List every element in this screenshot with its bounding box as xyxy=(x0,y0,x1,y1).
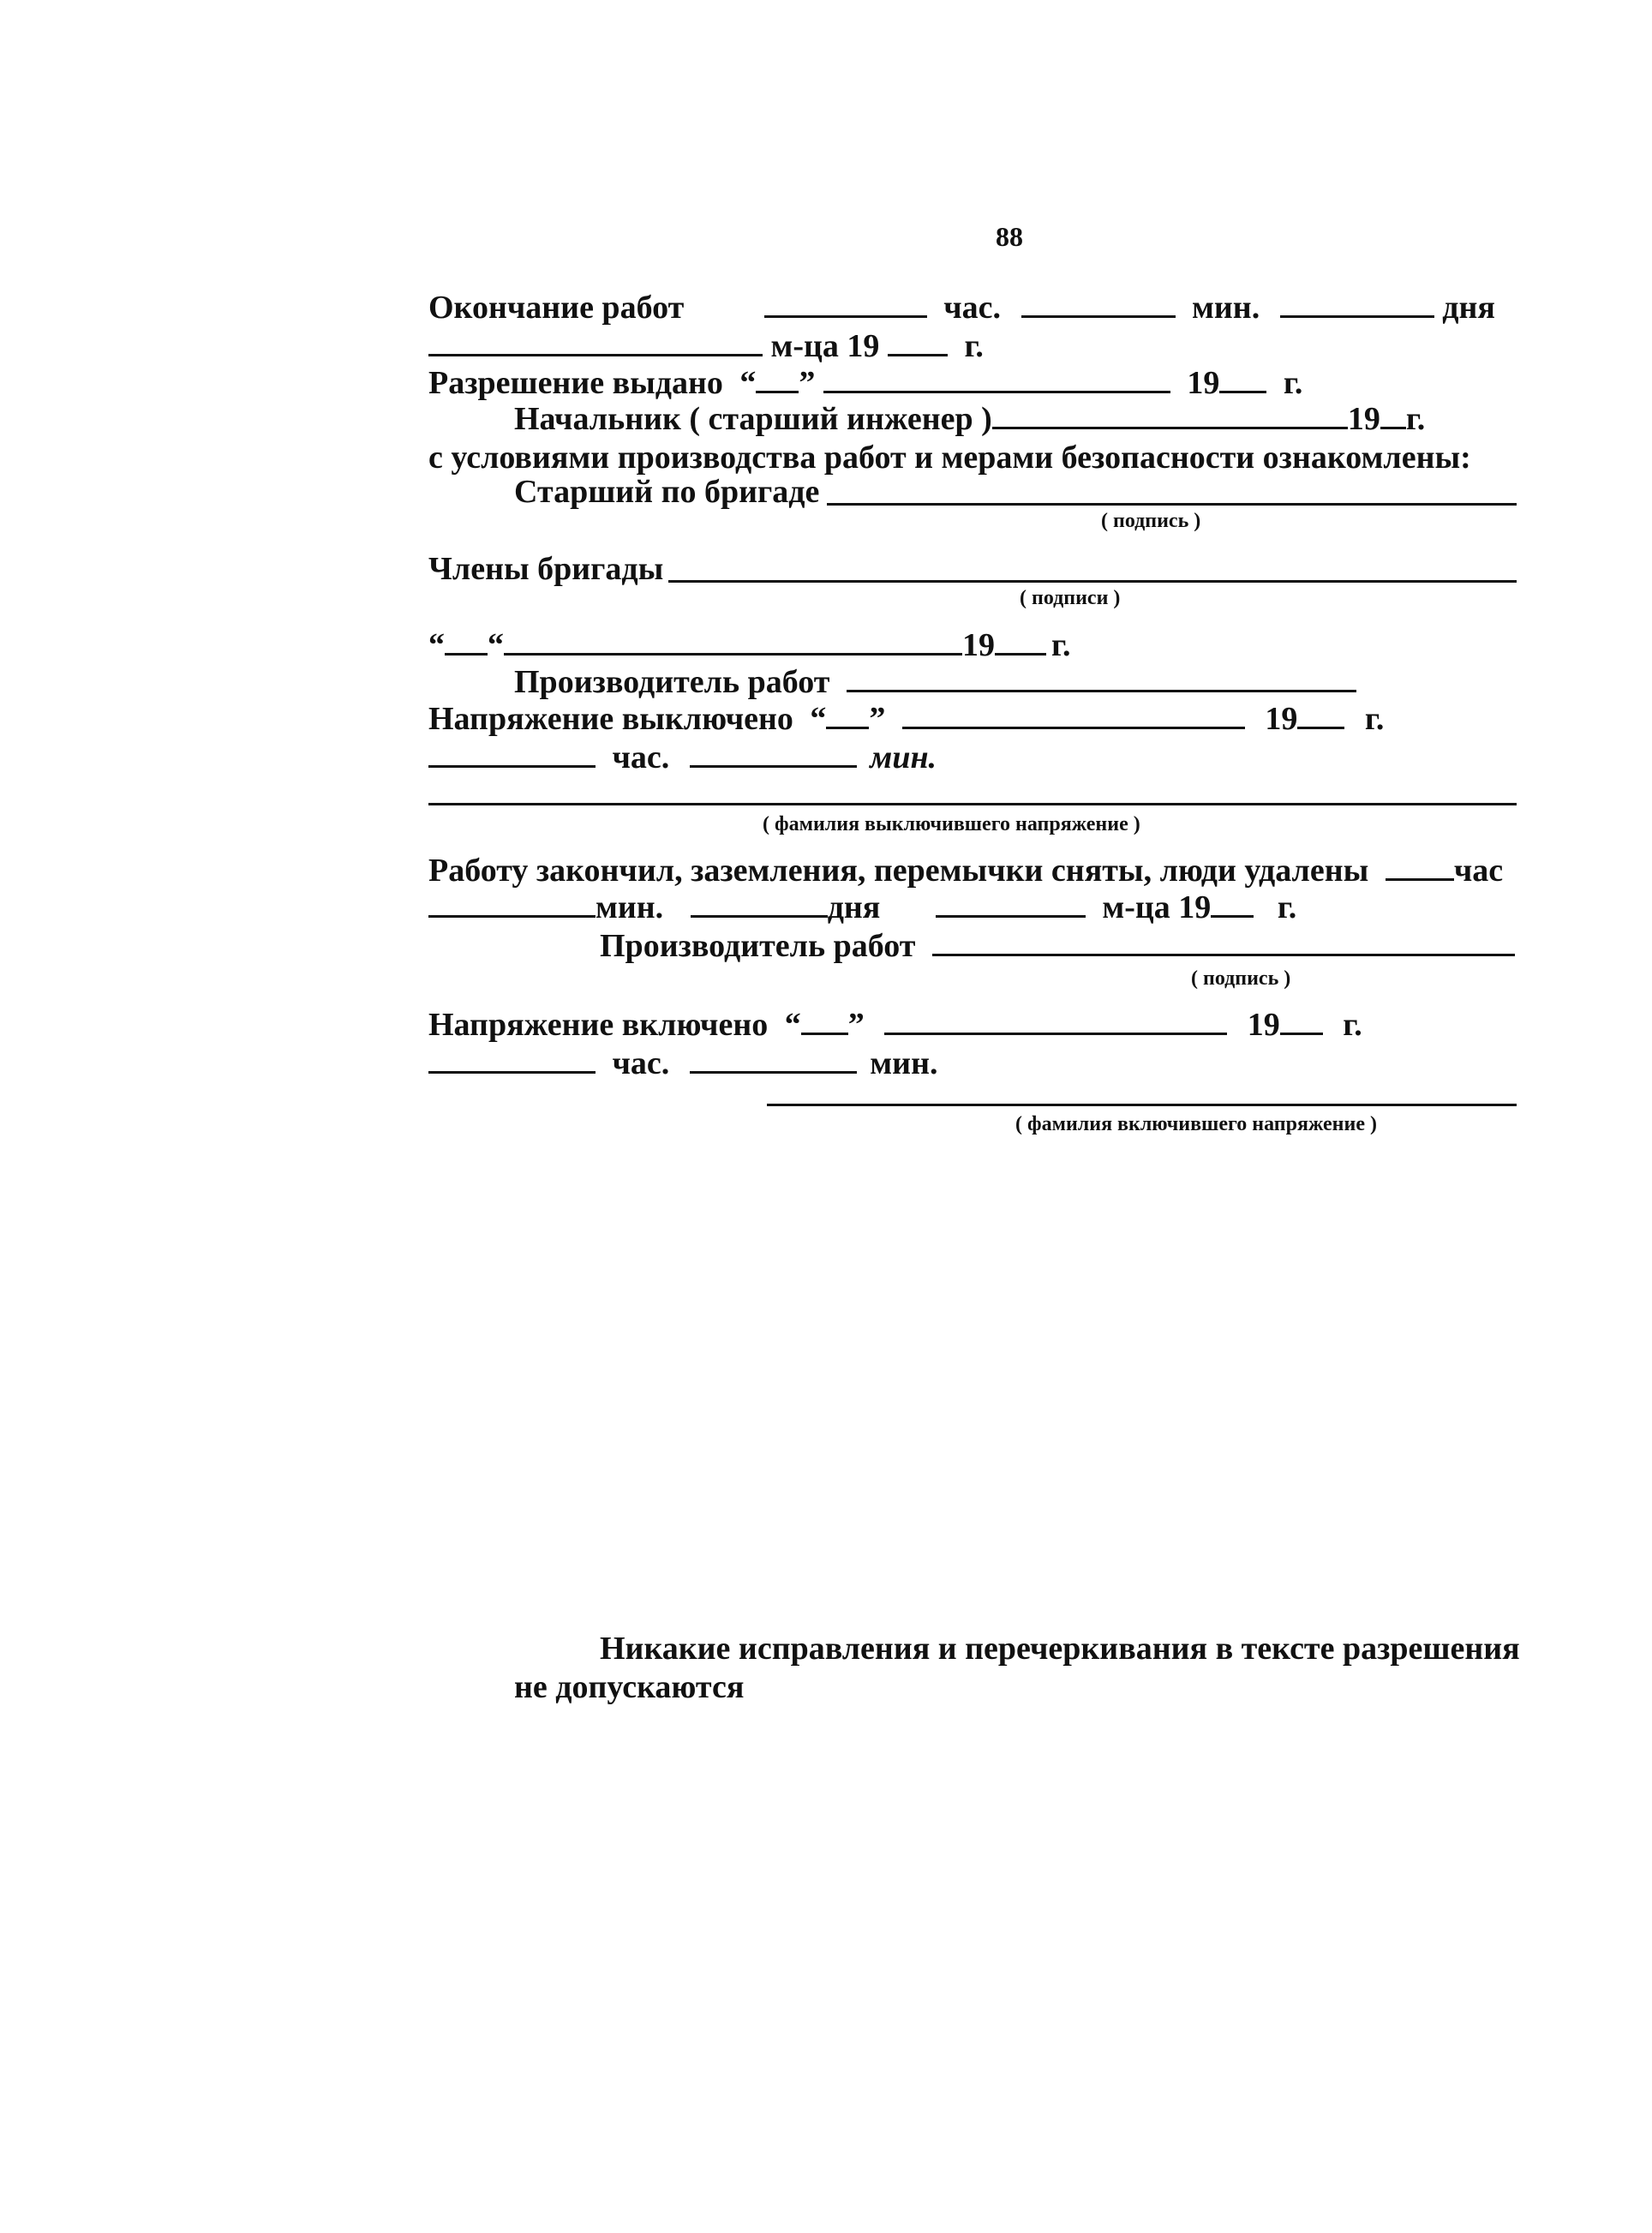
permit-issued-year-suffix: г. xyxy=(1283,365,1303,401)
permit-issued-label: Разрешение выдано xyxy=(428,365,723,401)
voltage-off-quote-open: “ xyxy=(810,701,827,737)
end-of-work-minutes-label: мин. xyxy=(1192,290,1260,326)
brigade-members-signature-line xyxy=(668,580,1517,583)
senior-in-brigade-label: Старший по бригаде xyxy=(514,474,820,510)
date-quote-open: “ xyxy=(428,627,445,663)
end-of-work-month-label: м-ца 19 xyxy=(770,328,880,364)
voltage-on-day-blank xyxy=(801,1027,848,1035)
chief-year-suffix: г. xyxy=(1405,401,1426,437)
work-finished-minutes-blank xyxy=(428,910,596,918)
voltage-on-minutes-blank xyxy=(690,1066,857,1074)
work-producer-1-blank xyxy=(847,685,1356,692)
work-finished-hours-blank xyxy=(1386,873,1454,881)
voltage-off-day-blank xyxy=(826,721,869,729)
end-of-work-day-blank xyxy=(1280,310,1434,318)
work-finished-month-blank xyxy=(936,910,1086,918)
end-of-work-label: Окончание работ xyxy=(428,290,685,326)
voltage-off-hours-blank xyxy=(428,760,596,768)
end-of-work-row xyxy=(428,291,1495,324)
voltage-on-quote-open: “ xyxy=(784,1007,801,1043)
voltage-on-year-prefix: 19 xyxy=(1247,1007,1280,1043)
voltage-on-row xyxy=(428,1009,1362,1041)
voltage-on-hours-blank xyxy=(428,1066,596,1074)
chief-label: Начальник ( старший инженер ) xyxy=(514,401,992,437)
end-of-work-month-row xyxy=(428,330,984,362)
permit-issued-day-blank xyxy=(756,386,799,393)
voltage-off-quote-close: ” xyxy=(869,701,886,737)
work-finished-row xyxy=(428,854,1503,887)
voltage-off-year-suffix: г. xyxy=(1364,701,1385,737)
end-of-work-minutes-blank xyxy=(1021,310,1176,318)
voltage-on-time-row xyxy=(428,1047,937,1080)
work-producer-2-row xyxy=(600,930,1515,962)
work-finished-minutes-label: мин. xyxy=(596,889,664,925)
voltage-off-minutes-label: мин. xyxy=(870,739,937,775)
date-quote-close: “ xyxy=(488,627,504,663)
brigade-members-label: Члены бригады xyxy=(428,551,664,587)
work-producer-2-blank xyxy=(932,949,1515,956)
voltage-off-year-blank xyxy=(1297,721,1344,729)
voltage-off-label: Напряжение выключено xyxy=(428,701,793,737)
chief-signature-blank xyxy=(992,422,1348,429)
date-row xyxy=(428,629,1070,662)
chief-row xyxy=(514,403,1425,435)
date-year-prefix: 19 xyxy=(962,627,995,663)
voltage-off-hours-label: час. xyxy=(612,739,670,775)
end-of-work-hours-label: час. xyxy=(943,290,1002,326)
chief-year-prefix: 19 xyxy=(1347,401,1380,437)
work-finished-day-blank xyxy=(691,910,828,918)
end-of-work-day-label: дня xyxy=(1442,290,1495,326)
permit-issued-year-blank xyxy=(1219,386,1266,393)
voltage-off-name-line xyxy=(428,803,1517,805)
voltage-off-caption: ( фамилия выключившего напряжение ) xyxy=(763,813,1140,835)
work-finished-month-label: м-ца 19 xyxy=(1102,889,1212,925)
page-number: 88 xyxy=(996,221,1023,252)
voltage-on-minutes-label: мин. xyxy=(870,1045,938,1081)
end-of-work-month-blank xyxy=(428,349,763,356)
voltage-off-row xyxy=(428,703,1384,735)
work-finished-text: Работу закончил, заземления, перемычки сняты, люди удалены xyxy=(428,853,1369,889)
date-year-blank xyxy=(995,648,1046,656)
end-of-work-year-blank xyxy=(888,349,948,356)
permit-issued-row xyxy=(428,367,1302,399)
voltage-on-label: Напряжение включено xyxy=(428,1007,769,1043)
work-finished-year-blank xyxy=(1211,910,1254,918)
senior-in-brigade-caption: ( подпись ) xyxy=(1101,510,1201,532)
permit-issued-year-prefix: 19 xyxy=(1187,365,1220,401)
work-finished-year-suffix: г. xyxy=(1277,889,1297,925)
brigade-members-caption: ( подписи ) xyxy=(1020,587,1121,609)
work-producer-1-row xyxy=(514,666,1356,698)
work-producer-2-label: Производитель работ xyxy=(600,928,916,964)
conditions-text: с условиями производства работ и мерами безопасности ознакомлены: xyxy=(428,440,1471,476)
chief-year-blank xyxy=(1380,422,1406,429)
date-month-blank xyxy=(504,648,962,656)
work-producer-2-caption: ( подпись ) xyxy=(1191,967,1291,990)
end-of-work-year-suffix: г. xyxy=(964,328,984,364)
permit-issued-quote-open: “ xyxy=(739,365,757,401)
voltage-on-quote-close: ” xyxy=(847,1007,865,1043)
voltage-off-minutes-blank xyxy=(690,760,857,768)
date-day-blank xyxy=(445,648,488,656)
permit-issued-quote-close: ” xyxy=(799,365,816,401)
voltage-off-time-row xyxy=(428,741,937,774)
voltage-on-month-blank xyxy=(884,1027,1227,1035)
voltage-off-year-prefix: 19 xyxy=(1265,701,1298,737)
voltage-off-month-blank xyxy=(902,721,1245,729)
work-finished-day-label: дня xyxy=(827,889,881,925)
voltage-on-caption: ( фамилия включившего напряжение ) xyxy=(1015,1113,1377,1135)
footer-note-line2: не допускаются xyxy=(514,1669,745,1705)
work-finished-hours-label: час xyxy=(1453,853,1504,889)
footer-note-line1: Никакие исправления и перечеркивания в тексте разрешения xyxy=(600,1631,1520,1667)
voltage-on-hours-label: час. xyxy=(612,1045,670,1081)
voltage-on-year-blank xyxy=(1280,1027,1323,1035)
end-of-work-hours-blank xyxy=(764,310,927,318)
date-year-suffix: г. xyxy=(1051,627,1071,663)
voltage-on-name-line xyxy=(767,1104,1517,1106)
work-producer-1-label: Производитель работ xyxy=(514,664,830,700)
voltage-on-year-suffix: г. xyxy=(1343,1007,1362,1043)
work-finished-date-row xyxy=(428,891,1296,924)
permit-issued-month-blank xyxy=(823,386,1170,393)
senior-in-brigade-signature-line xyxy=(827,503,1517,506)
